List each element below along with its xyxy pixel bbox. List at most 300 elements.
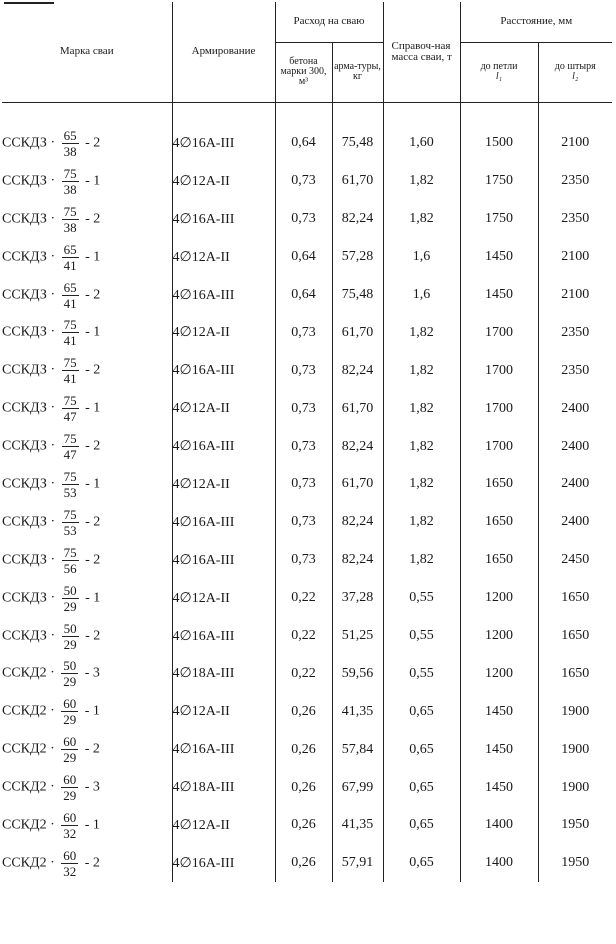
mark-fraction	[62, 243, 79, 272]
pin-distance-cell: 1650	[561, 665, 590, 681]
rebar-cell: 61,70	[332, 314, 383, 352]
mark-suffix: 2	[93, 438, 101, 454]
table-row	[2, 200, 612, 238]
mark-suffix: 1	[93, 590, 101, 606]
mark-separator: ·	[46, 779, 59, 795]
concrete-cell: 0,73	[275, 503, 332, 541]
mark-suffix: 2	[93, 363, 101, 378]
mass-cell: 1,60	[383, 102, 460, 162]
rebar-cell: 82,24	[332, 428, 383, 466]
pin-distance-cell: 1650	[561, 628, 590, 644]
mark-separator: ·	[46, 400, 59, 416]
mass-cell: 1,82	[383, 390, 460, 428]
mark-separator: ·	[46, 325, 59, 341]
mass-cell: 1,82	[383, 200, 460, 238]
mark-separator: -	[81, 476, 94, 492]
loop-distance-cell: 1200	[460, 655, 538, 693]
mark-prefix: ССКДЗ	[2, 173, 47, 189]
pin-distance-cell: 1650	[561, 590, 590, 606]
concrete-cell: 0,26	[275, 693, 332, 731]
fraction-numerator: 50	[63, 582, 77, 598]
mark-fraction	[62, 356, 79, 385]
fraction-numerator: 65	[63, 127, 77, 143]
rebar-cell: 75,48	[332, 102, 383, 162]
fraction-denominator: 38	[63, 219, 77, 235]
table-row	[2, 769, 612, 807]
rebar-cell: 37,28	[332, 579, 383, 617]
concrete-cell: 0,73	[275, 352, 332, 390]
mark-separator: ·	[46, 514, 59, 530]
mark-fraction	[62, 281, 79, 310]
pin-distance-cell: 1900	[561, 741, 590, 757]
rebar-cell: 82,24	[332, 503, 383, 541]
mark-prefix: ССКДЗ	[2, 135, 47, 151]
arm-cell: 4∅12А-II	[172, 807, 275, 845]
rebar-cell: 41,35	[332, 693, 383, 731]
mark-fraction	[62, 394, 79, 423]
rebar-cell: 57,91	[332, 844, 383, 882]
mark-prefix: ССКДЗ	[2, 438, 47, 454]
loop-distance-cell: 1650	[460, 541, 538, 579]
table-row	[2, 541, 612, 579]
arm-cell: 4∅12А-II	[172, 466, 275, 504]
fraction-denominator: 32	[63, 825, 77, 841]
mark-prefix: ССКД2	[2, 779, 47, 795]
mark-suffix: 1	[93, 325, 101, 341]
loop-distance-cell: 1700	[460, 390, 538, 428]
table-row	[2, 503, 612, 541]
mark-separator: -	[81, 325, 94, 341]
col-header-mass: Справоч-ная масса сваи, т	[383, 2, 460, 102]
concrete-cell: 0,26	[275, 769, 332, 807]
pile-mark	[2, 693, 172, 731]
fraction-numerator: 75	[63, 544, 77, 560]
mark-suffix: 2	[93, 628, 101, 644]
mass-cell: 1,82	[383, 541, 460, 579]
mark-fraction	[61, 773, 78, 802]
mass-cell: 0,55	[383, 579, 460, 617]
mark-fraction	[62, 584, 79, 613]
mark-separator: -	[81, 400, 94, 416]
mass-cell: 1,82	[383, 314, 460, 352]
mark-prefix: ССКД2	[2, 704, 47, 720]
pin-distance-cell: 2350	[561, 362, 590, 378]
mark-separator: ·	[46, 817, 59, 833]
concrete-cell: 0,22	[275, 617, 332, 655]
mark-separator: ·	[46, 855, 59, 871]
pile-mark	[2, 352, 172, 390]
col-header-distance: Расстояние, мм	[460, 2, 612, 42]
table-row	[2, 276, 612, 314]
pile-mark	[2, 390, 172, 428]
pile-mark	[2, 276, 172, 314]
arm-cell: 4∅12А-II	[172, 390, 275, 428]
mass-cell: 1,82	[383, 352, 460, 390]
mark-separator: ·	[46, 552, 59, 568]
loop-distance-cell: 1400	[460, 844, 538, 882]
table-row	[2, 693, 612, 731]
pile-mark	[2, 428, 172, 466]
mark-prefix: ССКДЗ	[2, 211, 47, 227]
arm-cell: 4∅18А-III	[172, 769, 275, 807]
fraction-numerator: 75	[63, 468, 77, 484]
mass-cell: 0,65	[383, 693, 460, 731]
rebar-cell: 82,24	[332, 200, 383, 238]
mark-separator: ·	[46, 590, 59, 606]
table-row	[2, 102, 612, 162]
fraction-denominator: 41	[63, 257, 77, 273]
arm-cell: 4∅12А-II	[172, 693, 275, 731]
loop-distance-cell: 1650	[460, 503, 538, 541]
pin-distance-cell: 2350	[561, 173, 590, 189]
table-row	[2, 314, 612, 352]
mark-suffix: 1	[93, 476, 101, 492]
pile-mark	[2, 541, 172, 579]
arm-cell: 4∅16А-III	[172, 731, 275, 769]
mark-separator: -	[81, 173, 94, 189]
mark-separator: ·	[46, 704, 59, 720]
concrete-cell: 0,22	[275, 579, 332, 617]
mass-cell: 1,82	[383, 162, 460, 200]
mark-suffix: 1	[93, 173, 101, 189]
mark-separator: -	[81, 135, 94, 151]
concrete-cell: 0,22	[275, 655, 332, 693]
table-row	[2, 162, 612, 200]
mark-fraction	[62, 622, 79, 651]
pin-distance-cell: 1900	[561, 703, 590, 719]
mark-separator: -	[81, 552, 94, 568]
pile-mark	[2, 466, 172, 504]
mark-separator: -	[81, 817, 93, 833]
loop-distance-cell: 1450	[460, 731, 538, 769]
table-row	[2, 844, 612, 882]
pile-mark	[2, 162, 172, 200]
concrete-cell: 0,73	[275, 200, 332, 238]
mark-prefix: ССКДЗ	[2, 552, 47, 568]
loop-distance-cell: 1700	[460, 352, 538, 390]
mark-separator: ·	[46, 438, 59, 454]
mark-separator: -	[81, 855, 93, 871]
mark-suffix: 2	[92, 741, 100, 757]
fraction-numerator: 60	[63, 809, 77, 825]
mass-cell: 0,65	[383, 844, 460, 882]
mark-separator: -	[81, 438, 94, 454]
rebar-cell: 51,25	[332, 617, 383, 655]
mark-separator: ·	[46, 628, 59, 644]
fraction-denominator: 32	[63, 863, 77, 879]
loop-distance-cell: 1500	[460, 102, 538, 162]
arm-cell: 4∅12А-II	[172, 238, 275, 276]
rebar-cell: 41,35	[332, 807, 383, 845]
loop-distance-cell: 1400	[460, 807, 538, 845]
mark-prefix: ССКДЗ	[2, 628, 47, 644]
mark-fraction	[62, 167, 79, 196]
mass-cell: 1,6	[383, 276, 460, 314]
arm-cell: 4∅16А-III	[172, 428, 275, 466]
col-header-rebar: арма-туры, кг	[332, 42, 383, 102]
mark-prefix: ССКДЗ	[2, 249, 47, 265]
mass-cell: 1,82	[383, 428, 460, 466]
loop-distance-cell: 1200	[460, 579, 538, 617]
mark-fraction	[61, 849, 78, 878]
table-row	[2, 352, 612, 390]
pile-mark	[2, 844, 172, 882]
rebar-cell: 59,56	[332, 655, 383, 693]
pin-distance-cell: 2450	[561, 552, 590, 568]
pin-distance-cell: 2400	[561, 438, 590, 454]
fraction-numerator: 75	[63, 203, 77, 219]
col-header-consumption: Расход на сваю	[275, 2, 383, 42]
loop-distance-cell: 1650	[460, 466, 538, 504]
fraction-numerator: 50	[63, 658, 77, 674]
pin-distance-cell: 2100	[561, 287, 590, 302]
arm-cell: 4∅16А-III	[172, 200, 275, 238]
loop-distance-cell: 1450	[460, 693, 538, 731]
pile-mark	[2, 102, 172, 162]
arm-cell: 4∅12А-II	[172, 579, 275, 617]
mark-separator: -	[81, 363, 94, 378]
pin-distance-cell: 2400	[561, 476, 590, 492]
fraction-denominator: 38	[63, 143, 77, 159]
loop-distance-cell: 1700	[460, 314, 538, 352]
mark-prefix: ССКД2	[2, 817, 47, 833]
pile-mark	[2, 200, 172, 238]
pin-distance-cell: 2100	[561, 249, 590, 265]
table-row	[2, 807, 612, 845]
mark-separator: -	[81, 704, 93, 720]
mark-separator: -	[81, 666, 93, 682]
pin-distance-cell: 2350	[561, 324, 590, 340]
pin-distance-cell: 1900	[561, 779, 590, 795]
pile-mark	[2, 314, 172, 352]
concrete-cell: 0,73	[275, 390, 332, 428]
pin-distance-cell: 1950	[561, 855, 590, 871]
pile-mark	[2, 503, 172, 541]
mark-fraction	[61, 659, 78, 688]
mark-prefix: ССКДЗ	[2, 476, 47, 492]
rebar-cell: 82,24	[332, 541, 383, 579]
arm-cell: 4∅12А-II	[172, 162, 275, 200]
fraction-numerator: 50	[63, 620, 77, 636]
mark-suffix: 2	[93, 135, 101, 151]
concrete-cell: 0,73	[275, 428, 332, 466]
mass-cell: 0,65	[383, 731, 460, 769]
mark-fraction	[61, 811, 78, 840]
loop-distance-cell: 1450	[460, 238, 538, 276]
mark-separator: -	[81, 741, 93, 757]
fraction-numerator: 60	[63, 772, 77, 788]
pile-mark	[2, 238, 172, 276]
fraction-numerator: 60	[63, 696, 77, 712]
rebar-cell: 57,28	[332, 238, 383, 276]
mark-suffix: 2	[93, 552, 101, 568]
pin-distance-cell: 2400	[561, 514, 590, 530]
mark-suffix: 3	[92, 666, 100, 682]
table-row	[2, 390, 612, 428]
arm-cell: 4∅12А-II	[172, 314, 275, 352]
fraction-numerator: 60	[63, 734, 77, 750]
arm-cell: 4∅16А-III	[172, 276, 275, 314]
table-row	[2, 617, 612, 655]
mark-separator: ·	[46, 287, 59, 303]
fraction-denominator: 53	[63, 522, 77, 538]
mass-cell: 0,55	[383, 617, 460, 655]
concrete-cell: 0,26	[275, 807, 332, 845]
mark-separator: ·	[46, 363, 59, 378]
pile-mark	[2, 807, 172, 845]
fraction-denominator: 29	[63, 636, 77, 652]
pile-mark	[2, 769, 172, 807]
rebar-cell: 67,99	[332, 769, 383, 807]
mark-separator: -	[81, 628, 94, 644]
fraction-numerator: 75	[63, 355, 77, 371]
mark-prefix: ССКД2	[2, 666, 47, 682]
mark-suffix: 2	[93, 514, 101, 530]
col-header-pin: до штыря l₂	[538, 42, 612, 102]
mark-separator: ·	[46, 135, 59, 151]
table-row	[2, 428, 612, 466]
fraction-denominator: 41	[63, 333, 77, 349]
mark-prefix: ССКД2	[2, 741, 47, 757]
arm-cell: 4∅16А-III	[172, 352, 275, 390]
table-row	[2, 731, 612, 769]
rebar-cell: 61,70	[332, 466, 383, 504]
fraction-denominator: 53	[63, 484, 77, 500]
arm-cell: 4∅16А-III	[172, 844, 275, 882]
pin-distance-cell: 2350	[561, 211, 590, 227]
mark-separator: ·	[46, 476, 59, 492]
pile-mark	[2, 579, 172, 617]
fraction-denominator: 29	[63, 674, 77, 690]
rebar-cell: 61,70	[332, 162, 383, 200]
rebar-cell: 82,24	[332, 352, 383, 390]
mark-fraction	[62, 470, 79, 499]
concrete-cell: 0,64	[275, 102, 332, 162]
mass-cell: 1,82	[383, 466, 460, 504]
rebar-cell: 61,70	[332, 390, 383, 428]
pin-distance-cell: 2100	[561, 135, 590, 151]
loop-distance-cell: 1750	[460, 162, 538, 200]
fraction-denominator: 47	[63, 409, 77, 425]
mark-separator: ·	[46, 173, 59, 189]
fraction-numerator: 65	[63, 279, 77, 295]
fraction-denominator: 29	[63, 788, 77, 804]
arm-cell: 4∅16А-III	[172, 617, 275, 655]
arm-cell: 4∅16А-III	[172, 503, 275, 541]
loop-distance-cell: 1700	[460, 428, 538, 466]
mass-cell: 1,82	[383, 503, 460, 541]
mark-separator: ·	[46, 666, 59, 682]
mark-fraction	[62, 129, 79, 158]
table-row	[2, 466, 612, 504]
concrete-cell: 0,73	[275, 162, 332, 200]
loop-distance-cell: 1450	[460, 769, 538, 807]
mark-prefix: ССКДЗ	[2, 514, 47, 530]
mark-suffix: 1	[93, 249, 101, 265]
mark-fraction	[61, 735, 78, 764]
pile-mark	[2, 731, 172, 769]
concrete-cell: 0,26	[275, 731, 332, 769]
pile-mark	[2, 655, 172, 693]
pin-distance-cell: 1950	[561, 817, 590, 833]
mark-fraction	[62, 432, 79, 461]
concrete-cell: 0,73	[275, 314, 332, 352]
pile-mark	[2, 617, 172, 655]
mark-prefix: ССКДЗ	[2, 287, 47, 303]
fraction-numerator: 75	[63, 165, 77, 181]
concrete-cell: 0,64	[275, 276, 332, 314]
rebar-cell: 57,84	[332, 731, 383, 769]
table-row	[2, 655, 612, 693]
fraction-denominator: 41	[63, 371, 77, 387]
fraction-numerator: 65	[63, 241, 77, 257]
fraction-denominator: 56	[63, 560, 77, 576]
concrete-cell: 0,73	[275, 466, 332, 504]
mark-fraction	[61, 697, 78, 726]
fraction-denominator: 29	[63, 598, 77, 614]
pin-distance-cell: 2400	[561, 400, 590, 416]
mark-fraction	[62, 205, 79, 234]
fraction-denominator: 38	[63, 181, 77, 197]
mark-separator: ·	[46, 741, 59, 757]
mark-suffix: 2	[93, 211, 101, 227]
mark-separator: -	[81, 287, 94, 303]
arm-cell: 4∅16А-III	[172, 102, 275, 162]
col-header-mark: Марка сваи	[2, 2, 172, 102]
fraction-numerator: 60	[63, 847, 77, 863]
fraction-numerator: 75	[63, 506, 77, 522]
mark-suffix: 1	[92, 817, 100, 833]
mark-fraction	[62, 546, 79, 575]
mass-cell: 1,6	[383, 238, 460, 276]
col-header-loop: до петли l₁	[460, 42, 538, 102]
mark-suffix: 2	[92, 855, 100, 871]
mark-fraction	[62, 318, 79, 347]
col-header-arm: Армирование	[172, 2, 275, 102]
fraction-numerator: 75	[63, 317, 77, 333]
loop-distance-cell: 1750	[460, 200, 538, 238]
mass-cell: 0,65	[383, 807, 460, 845]
concrete-cell: 0,73	[275, 541, 332, 579]
fraction-denominator: 29	[63, 712, 77, 728]
mark-separator: ·	[46, 211, 59, 227]
mark-prefix: ССКДЗ	[2, 325, 47, 341]
rebar-cell: 75,48	[332, 276, 383, 314]
mark-suffix: 3	[92, 779, 100, 795]
mark-prefix: ССКД2	[2, 855, 47, 871]
mark-separator: -	[81, 249, 94, 265]
mark-prefix: ССКДЗ	[2, 590, 47, 606]
piles-table	[2, 2, 612, 882]
mark-separator: -	[81, 514, 94, 530]
mark-separator: -	[81, 211, 94, 227]
mass-cell: 0,65	[383, 769, 460, 807]
mark-separator: ·	[46, 249, 59, 265]
mark-prefix: ССКДЗ	[2, 400, 47, 416]
fraction-numerator: 75	[63, 431, 77, 447]
fraction-denominator: 41	[63, 295, 77, 311]
fraction-numerator: 75	[63, 393, 77, 409]
concrete-cell: 0,26	[275, 844, 332, 882]
loop-distance-cell: 1200	[460, 617, 538, 655]
mark-prefix: ССКДЗ	[2, 363, 47, 378]
table-row	[2, 238, 612, 276]
mark-suffix: 2	[93, 287, 101, 303]
fraction-denominator: 47	[63, 447, 77, 463]
arm-cell: 4∅16А-III	[172, 541, 275, 579]
mark-separator: -	[81, 590, 94, 606]
mark-suffix: 1	[92, 704, 100, 720]
